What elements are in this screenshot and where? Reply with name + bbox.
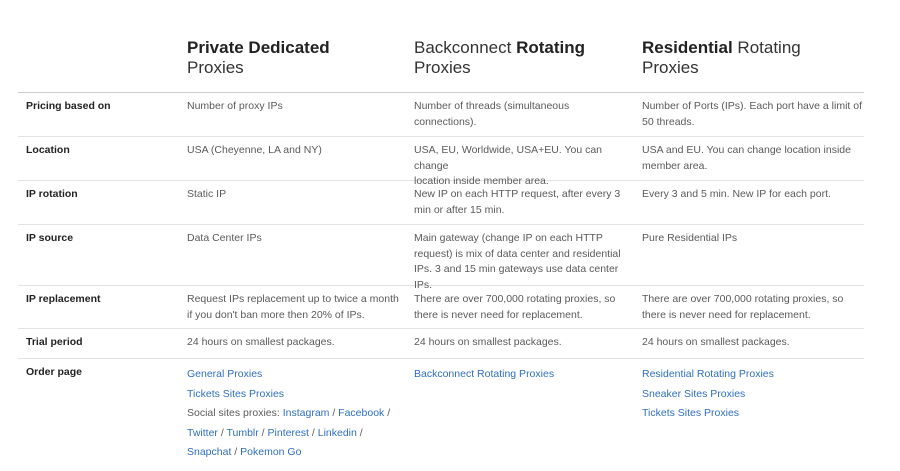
link-sneaker-sites-proxies[interactable]: Sneaker Sites Proxies	[642, 387, 746, 400]
cell-line: member area.	[642, 159, 708, 172]
row-cell-private	[187, 99, 409, 115]
row-label: Order page	[26, 366, 83, 378]
row-cell-residential	[642, 335, 868, 351]
row-cell-private	[187, 292, 409, 323]
cell-line: Request IPs replacement up to twice a month	[187, 293, 399, 305]
link-tickets-sites-proxies[interactable]: Tickets Sites Proxies	[187, 387, 285, 400]
link-general-proxies[interactable]: General Proxies	[187, 368, 263, 380]
row-cell-private	[187, 187, 409, 203]
slash-separator: /	[308, 426, 318, 439]
table-row	[18, 181, 864, 225]
cell-line: USA, EU, Worldwide, USA+EU. You can change	[414, 144, 603, 172]
link-linkedin[interactable]: Linkedin	[317, 426, 357, 439]
row-cell-backconnect	[414, 231, 636, 293]
header-col1-normal: Proxies	[187, 58, 244, 77]
row-cell-residential	[642, 231, 868, 247]
row-cell-backconnect	[414, 335, 636, 351]
link-pinterest[interactable]: Pinterest	[267, 426, 309, 439]
table-row	[18, 93, 864, 137]
header-col1-bold: Private Dedicated	[187, 38, 330, 57]
cell-line: request) is mix of data center and residential	[414, 247, 621, 260]
cell-line: 24 hours on smallest packages.	[187, 336, 335, 348]
order-links-private	[187, 365, 409, 463]
cell-line: Number of proxy IPs	[187, 100, 283, 112]
cell-line: min or after 15 min.	[414, 203, 505, 216]
header-backconnect-rotating	[414, 38, 634, 78]
row-cell-private	[187, 335, 409, 351]
header-private-dedicated	[187, 38, 407, 78]
row-cell-backconnect	[414, 187, 636, 218]
cell-line: there is never need for replacement.	[414, 308, 583, 321]
link-snapchat[interactable]: Snapchat	[187, 446, 232, 458]
table-row	[18, 286, 864, 329]
cell-line: USA (Cheyenne, LA and NY)	[187, 144, 322, 156]
slash-separator: /	[356, 426, 363, 439]
order-links-residential	[642, 365, 868, 424]
header-residential-rotating	[642, 38, 862, 78]
header-col3-normal: Proxies	[642, 58, 699, 77]
header-col3-normal-after: Rotating	[732, 38, 801, 57]
link-residential-rotating-proxies[interactable]: Residential Rotating Proxies	[642, 368, 774, 380]
cell-line: 24 hours on smallest packages.	[642, 336, 790, 348]
slash-separator: /	[217, 426, 227, 439]
row-label: Location	[26, 144, 70, 156]
table-header	[18, 0, 864, 93]
row-cell-residential	[642, 143, 868, 174]
slash-separator: /	[329, 407, 339, 419]
row-cell-backconnect	[414, 292, 636, 323]
cell-line: connections).	[414, 115, 477, 128]
cell-line: New IP on each HTTP request, after every 3	[414, 188, 621, 200]
header-col3-bold: Residential	[642, 38, 733, 57]
slash-separator: /	[231, 446, 241, 458]
row-cell-backconnect	[414, 99, 636, 130]
cell-line: Static IP	[187, 188, 227, 200]
table-row	[18, 137, 864, 187]
cell-line: 50 threads.	[642, 115, 695, 128]
slash-separator: /	[384, 407, 391, 419]
cell-line: Pure Residential IPs	[642, 232, 738, 244]
cell-line: Number of Ports (IPs). Each port have a limit of	[642, 100, 862, 112]
header-col2-normal: Proxies	[414, 58, 471, 77]
social-sites-label: Social sites proxies:	[187, 407, 283, 419]
row-cell-residential	[642, 99, 868, 130]
slash-separator: /	[258, 426, 268, 439]
link-backconnect-rotating-proxies[interactable]: Backconnect Rotating Proxies	[414, 368, 555, 380]
row-cell-private	[187, 231, 409, 247]
cell-line: USA and EU. You can change location inside	[642, 144, 851, 156]
link-tumblr[interactable]: Tumblr	[226, 426, 259, 439]
cell-line: Main gateway (change IP on each HTTP	[414, 232, 603, 244]
link-instagram[interactable]: Instagram	[282, 407, 330, 419]
order-links-backconnect	[414, 365, 636, 385]
table-row	[18, 329, 864, 359]
cell-line: There are over 700,000 rotating proxies, so	[414, 293, 616, 305]
row-label: IP rotation	[26, 188, 78, 200]
cell-line: Number of threads (simultaneous	[414, 100, 570, 112]
cell-line: if you don't ban more then 20% of IPs.	[187, 308, 365, 321]
row-label: Trial period	[26, 336, 83, 348]
cell-line: 24 hours on smallest packages.	[414, 336, 562, 348]
link-tickets-sites-proxies-residential[interactable]: Tickets Sites Proxies	[642, 407, 740, 419]
header-col2-normal-before: Backconnect	[414, 38, 517, 57]
comparison-table	[18, 0, 864, 469]
cell-line: Data Center IPs	[187, 232, 262, 244]
cell-line: Every 3 and 5 min. New IP for each port.	[642, 188, 831, 200]
cell-line: IPs. 3 and 15 min gateways use data center IPs.	[414, 263, 619, 291]
row-label: Pricing based on	[26, 100, 111, 112]
row-cell-private	[187, 143, 409, 159]
row-cell-residential	[642, 292, 868, 323]
link-twitter[interactable]: Twitter	[187, 426, 218, 439]
table-row	[18, 225, 864, 291]
row-label: IP source	[26, 232, 74, 244]
row-label: IP replacement	[26, 293, 101, 305]
header-col2-bold: Rotating	[516, 38, 585, 57]
row-cell-residential	[642, 187, 868, 203]
link-facebook[interactable]: Facebook	[338, 407, 385, 419]
cell-line: there is never need for replacement.	[642, 308, 811, 321]
table-row-order	[18, 359, 864, 469]
link-pokemon-go[interactable]: Pokemon Go	[240, 446, 302, 458]
cell-line: location inside member area.	[414, 175, 549, 187]
cell-line: There are over 700,000 rotating proxies, so	[642, 293, 844, 305]
